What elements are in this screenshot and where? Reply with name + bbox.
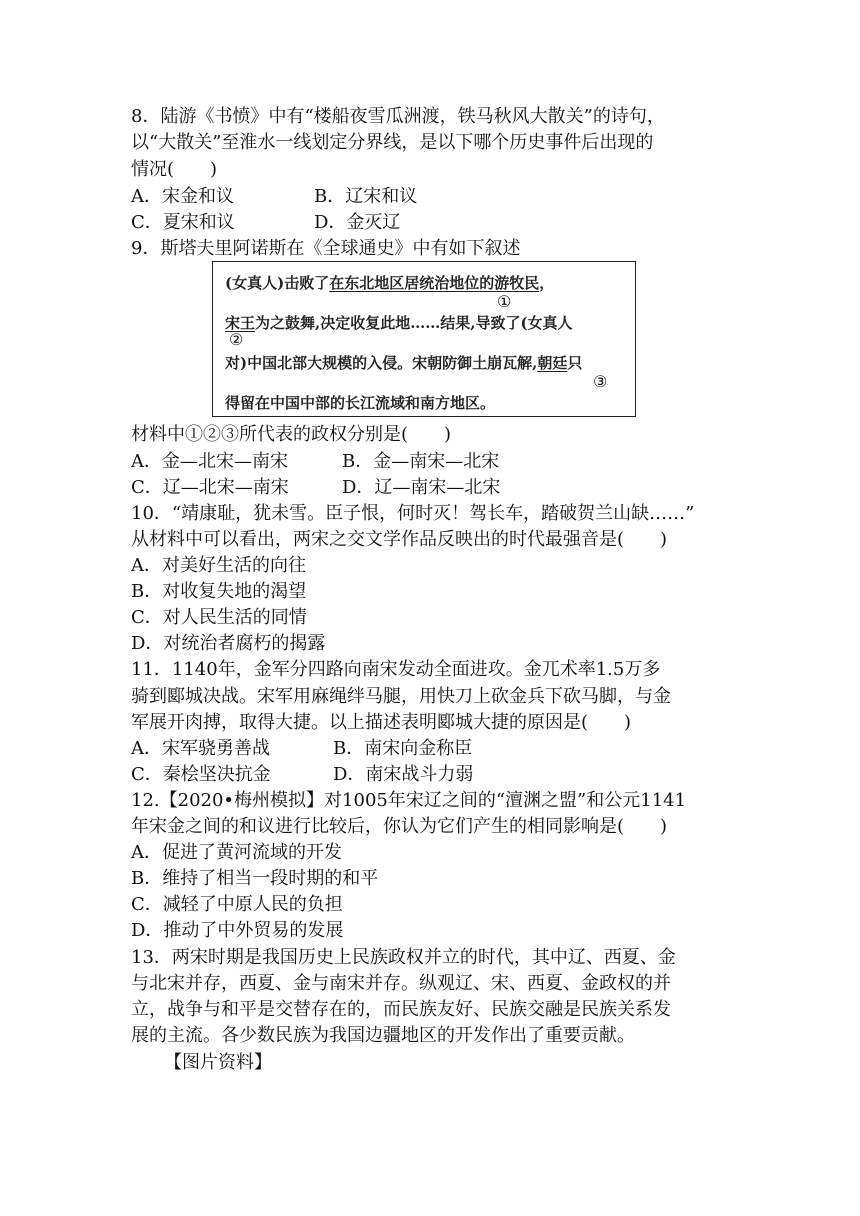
q11-option-d: D．南宋战斗力弱 xyxy=(333,764,474,785)
q9-option-b: B．金—南宋—北宋 xyxy=(342,451,500,472)
q11-option-c: C．秦桧坚决抗金 xyxy=(131,764,271,785)
quote-line-1 xyxy=(225,274,554,292)
q9-quote-box xyxy=(212,261,636,417)
q8-option-c: C．夏宋和议 xyxy=(131,212,235,233)
q8-option-a: A．宋金和议 xyxy=(131,186,234,207)
q13-section-heading: 【图片资料】 xyxy=(164,1052,272,1073)
q8-stem-line-3: 情况( ) xyxy=(131,159,218,180)
q9-option-c: C．辽—北宋—南宋 xyxy=(131,477,289,498)
q12-option-c: C．减轻了中原人民的负担 xyxy=(131,894,343,915)
q8-stem-line-2: 以“大散关”至淮水一线划定分界线，是以下哪个历史事件后出现的 xyxy=(131,132,654,153)
q11-option-b: B．南宋向金称臣 xyxy=(333,738,473,759)
marker-3: ③ xyxy=(593,372,608,391)
quote-text: 对)中国北部大规模的入侵。宋朝防御土崩瓦解, xyxy=(225,354,538,372)
q10-stem-line-1: 10．“靖康耻，犹未雪。臣子恨，何时灭！驾长车，踏破贺兰山缺……” xyxy=(131,503,695,524)
quote-underlined-2: 宋王 xyxy=(225,314,256,332)
q11-option-a: A．宋军骁勇善战 xyxy=(131,738,270,759)
q12-option-b: B．维持了相当一段时期的和平 xyxy=(131,868,379,889)
quote-text: 只 xyxy=(567,354,583,372)
marker-1: ① xyxy=(497,292,512,311)
q13-stem-line-3: 立，战争与和平是交替存在的，而民族友好、民族交融是民族关系发 xyxy=(131,999,671,1020)
q9-question: 材料中①②③所代表的政权分别是( ) xyxy=(131,424,452,445)
quote-text: 为之鼓舞,决定收复此地……结果,导致了(女真人 xyxy=(255,314,573,332)
q12-option-d: D．推动了中外贸易的发展 xyxy=(131,920,344,941)
q10-option-d: D．对统治者腐朽的揭露 xyxy=(131,633,326,654)
marker-2: ② xyxy=(229,330,244,349)
q10-option-b: B．对收复失地的渴望 xyxy=(131,581,307,602)
q10-option-c: C．对人民生活的同情 xyxy=(131,607,307,628)
q8-option-d: D．金灭辽 xyxy=(314,212,401,233)
q11-stem-line-3: 军展开肉搏，取得大捷。以上描述表明郾城大捷的原因是( ) xyxy=(131,712,632,733)
q11-stem-line-2: 骑到郾城决战。宋军用麻绳绊马腿，用快刀上砍金兵下砍马脚，与金 xyxy=(131,686,671,707)
q12-stem-line-2: 年宋金之间的和议进行比较后，你认为它们产生的相同影响是( ) xyxy=(131,816,668,837)
quote-line-3 xyxy=(225,354,582,372)
q8-stem-line-1: 8．陆游《书愤》中有“楼船夜雪瓜洲渡，铁马秋风大散关”的诗句， xyxy=(131,106,665,127)
quote-text: (女真人)击败了 xyxy=(225,274,330,292)
q12-option-a: A．促进了黄河流域的开发 xyxy=(131,842,342,863)
q12-stem-line-1: 12.【2020•梅州模拟】对1005年宋辽之间的“澶渊之盟”和公元1141 xyxy=(131,790,687,811)
quote-underlined-1: 在东北地区居统治地位的游牧民 xyxy=(329,274,540,292)
q10-option-a: A．对美好生活的向往 xyxy=(131,555,306,576)
q9-option-d: D．辽—南宋—北宋 xyxy=(342,477,501,498)
q13-stem-line-2: 与北宋并存，西夏、金与南宋并存。纵观辽、宋、西夏、金政权的并 xyxy=(131,973,671,994)
quote-line-4: 得留在中国中部的长江流域和南方地区。 xyxy=(225,394,496,412)
q10-stem-line-2: 从材料中可以看出，两宋之交文学作品反映出的时代最强音是( ) xyxy=(131,529,668,550)
q9-option-a: A．金—北宋—南宋 xyxy=(131,451,288,472)
q9-stem-line-1: 9．斯塔夫里阿诺斯在《全球通史》中有如下叙述 xyxy=(131,238,521,259)
q13-stem-line-4: 展的主流。各少数民族为我国边疆地区的开发作出了重要贡献。 xyxy=(131,1025,635,1046)
q13-stem-line-1: 13．两宋时期是我国历史上民族政权并立的时代，其中辽、西夏、金 xyxy=(131,947,676,968)
quote-underlined-3: 朝廷 xyxy=(537,354,568,372)
quote-text: ， xyxy=(539,274,555,292)
q8-option-b: B．辽宋和议 xyxy=(314,186,418,207)
quote-line-2 xyxy=(225,314,573,332)
q11-stem-line-1: 11．1140年，金军分四路向南宋发动全面进攻。金兀术率1.5万多 xyxy=(131,659,661,680)
